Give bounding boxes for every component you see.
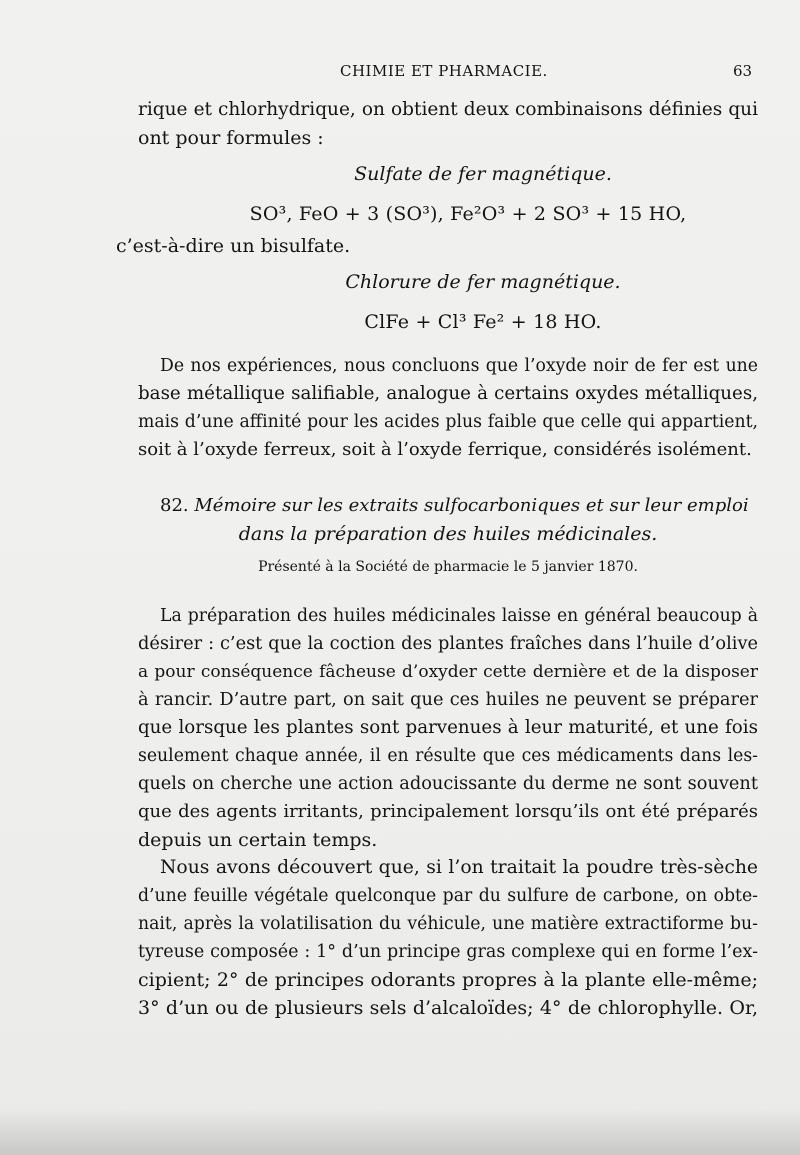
text-line: d’une feuille végétale quelconque par du sulfure de carbone, on obte- <box>138 886 758 906</box>
text-line: ont pour formules : <box>138 127 324 149</box>
text-line: Nous avons découvert que, si l’on traitait la poudre très-sèche <box>160 857 758 878</box>
text-line: depuis un certain temps. <box>138 829 378 851</box>
page-number: 63 <box>733 62 753 80</box>
sulfate-heading: Sulfate de fer magnétique. <box>354 163 612 185</box>
running-title: CHIMIE ET PHARMACIE. <box>340 62 548 80</box>
page-header <box>0 62 800 92</box>
chlorure-heading: Chlorure de fer magnétique. <box>345 271 621 293</box>
memoir-title-line2: dans la préparation des huiles médicinales. <box>238 523 658 545</box>
page-bottom-shadow <box>0 1108 800 1155</box>
text-line: rique et chlorhydrique, on obtient deux combinaisons définies qui <box>138 99 758 120</box>
text-line: à rancir. D’autre part, on sait que ces huiles ne peuvent se préparer <box>138 690 758 710</box>
text-line: base métallique salifiable, analogue à certains oxydes métalliques, <box>138 383 758 404</box>
text-line: soit à l’oxyde ferreux, soit à l’oxyde ferrique, considérés isolément. <box>138 439 752 460</box>
presentation-note: Présenté à la Société de pharmacie le 5 janvier 1870. <box>258 559 638 575</box>
memoir-title <box>138 492 758 520</box>
sulfate-formula: SO³, FeO + 3 (SO³), Fe²O³ + 2 SO³ + 15 HO, <box>249 203 687 225</box>
text-line: mais d’une affinité pour les acides plus faible que celle qui appartient, <box>138 412 758 432</box>
memoir-title-line1: Mémoire sur les extraits sulfocarboniques et sur leur emploi <box>194 495 749 516</box>
text-line: seulement chaque année, il en résulte que ces médicaments dans les- <box>138 746 758 766</box>
chlorure-formula: ClFe + Cl³ Fe² + 18 HO. <box>364 311 602 333</box>
text-line: cipient; 2° de principes odorants propres à la plante elle-même; <box>138 969 758 991</box>
text-line: que des agents irritants, principalement lorsqu’ils ont été préparés <box>138 801 758 822</box>
text-line: 3° d’un ou de plusieurs sels d’alcaloïdes; 4° de chlorophylle. Or, <box>138 997 758 1019</box>
text-line: quels on cherche une action adoucissante du derme ne sont souvent <box>138 774 758 794</box>
text-line: a pour conséquence fâcheuse d’oxyder cette dernière et de la disposer <box>138 662 758 682</box>
text-line: que lorsque les plantes sont parvenues à leur maturité, et une fois <box>138 717 758 738</box>
text-line: La préparation des huiles médicinales laisse en général beaucoup à <box>160 606 758 626</box>
text-line: désirer : c’est que la coction des plantes fraîches dans l’huile d’olive <box>138 634 758 654</box>
page-body <box>116 96 758 1022</box>
text-line: nait, après la volatilisation du véhicule, une matière extractiforme bu- <box>138 914 758 934</box>
text-line: c’est-à-dire un bisulfate. <box>116 235 351 257</box>
memoir-number: 82. <box>160 495 189 516</box>
text-line: tyreuse composée : 1° d’un principe gras complexe qui en forme l’ex- <box>138 942 758 962</box>
text-line: De nos expériences, nous concluons que l’oxyde noir de fer est une <box>160 356 758 376</box>
